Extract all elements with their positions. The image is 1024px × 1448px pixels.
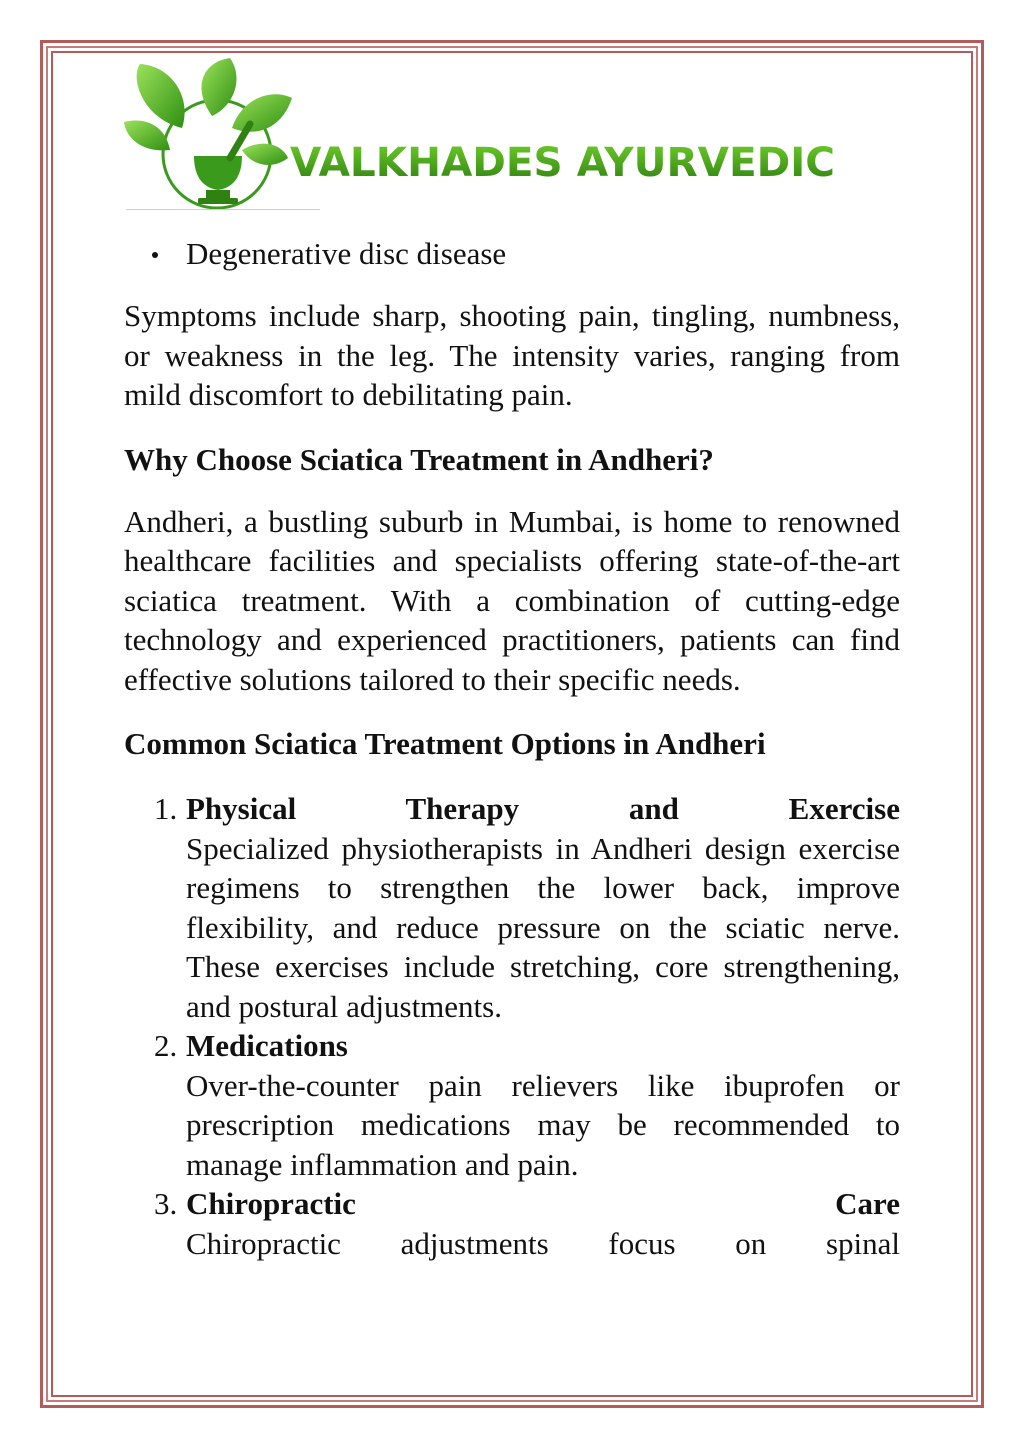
andheri-paragraph: Andheri, a bustling suburb in Mumbai, is home to renowned healthcare facilities and specialists offering state-of-the-art sciatica treatment. With a combination of cutting-edge technology and experienced practitioners, patients can find effective solutions tailored to their specific needs. <box>124 503 900 697</box>
bullet-icon <box>152 252 158 258</box>
logo-divider <box>126 209 320 210</box>
treatment-title: Medications <box>186 1028 348 1063</box>
list-item <box>124 789 900 1026</box>
list-number: 2. <box>154 1028 178 1063</box>
list-number: 1. <box>154 791 178 826</box>
symptoms-paragraph: Symptoms include sharp, shooting pain, tingling, numbness, or weakness in the leg. The intensity varies, ranging from mild discomfort to debilitating pain. <box>124 298 900 412</box>
treatment-options-list <box>124 789 900 1263</box>
brand-logo <box>122 58 842 214</box>
section-heading-options: Common Sciatica Treatment Options in Andheri <box>124 726 766 761</box>
treatment-description: Specialized physiotherapists in Andheri design exercise regimens to strengthen the lower back, improve flexibility, and reduce pressure on the sciatic nerve. These exercises include stretching, core strengthening, and postural adjustments. <box>186 830 900 1024</box>
treatment-title: Physical Therapy and Exercise <box>186 791 900 826</box>
bullet-text: Degenerative disc disease <box>186 236 507 271</box>
brand-name: VALKHADES AYURVEDIC <box>290 140 835 186</box>
list-item <box>124 1184 900 1263</box>
list-number: 3. <box>154 1186 178 1221</box>
list-item <box>124 234 900 274</box>
treatment-title: Chiropractic Care <box>186 1186 900 1221</box>
document-body <box>124 228 900 1263</box>
treatment-description: Chiropractic adjustments focus on spinal <box>186 1225 900 1261</box>
list-item <box>124 1026 900 1184</box>
mortar-and-leaves-icon <box>124 58 292 208</box>
section-heading-why: Why Choose Sciatica Treatment in Andheri? <box>124 441 714 477</box>
treatment-description: Over-the-counter pain relievers like ibuprofen or prescription medications may be recommended to manage inflammation and pain. <box>186 1067 900 1182</box>
